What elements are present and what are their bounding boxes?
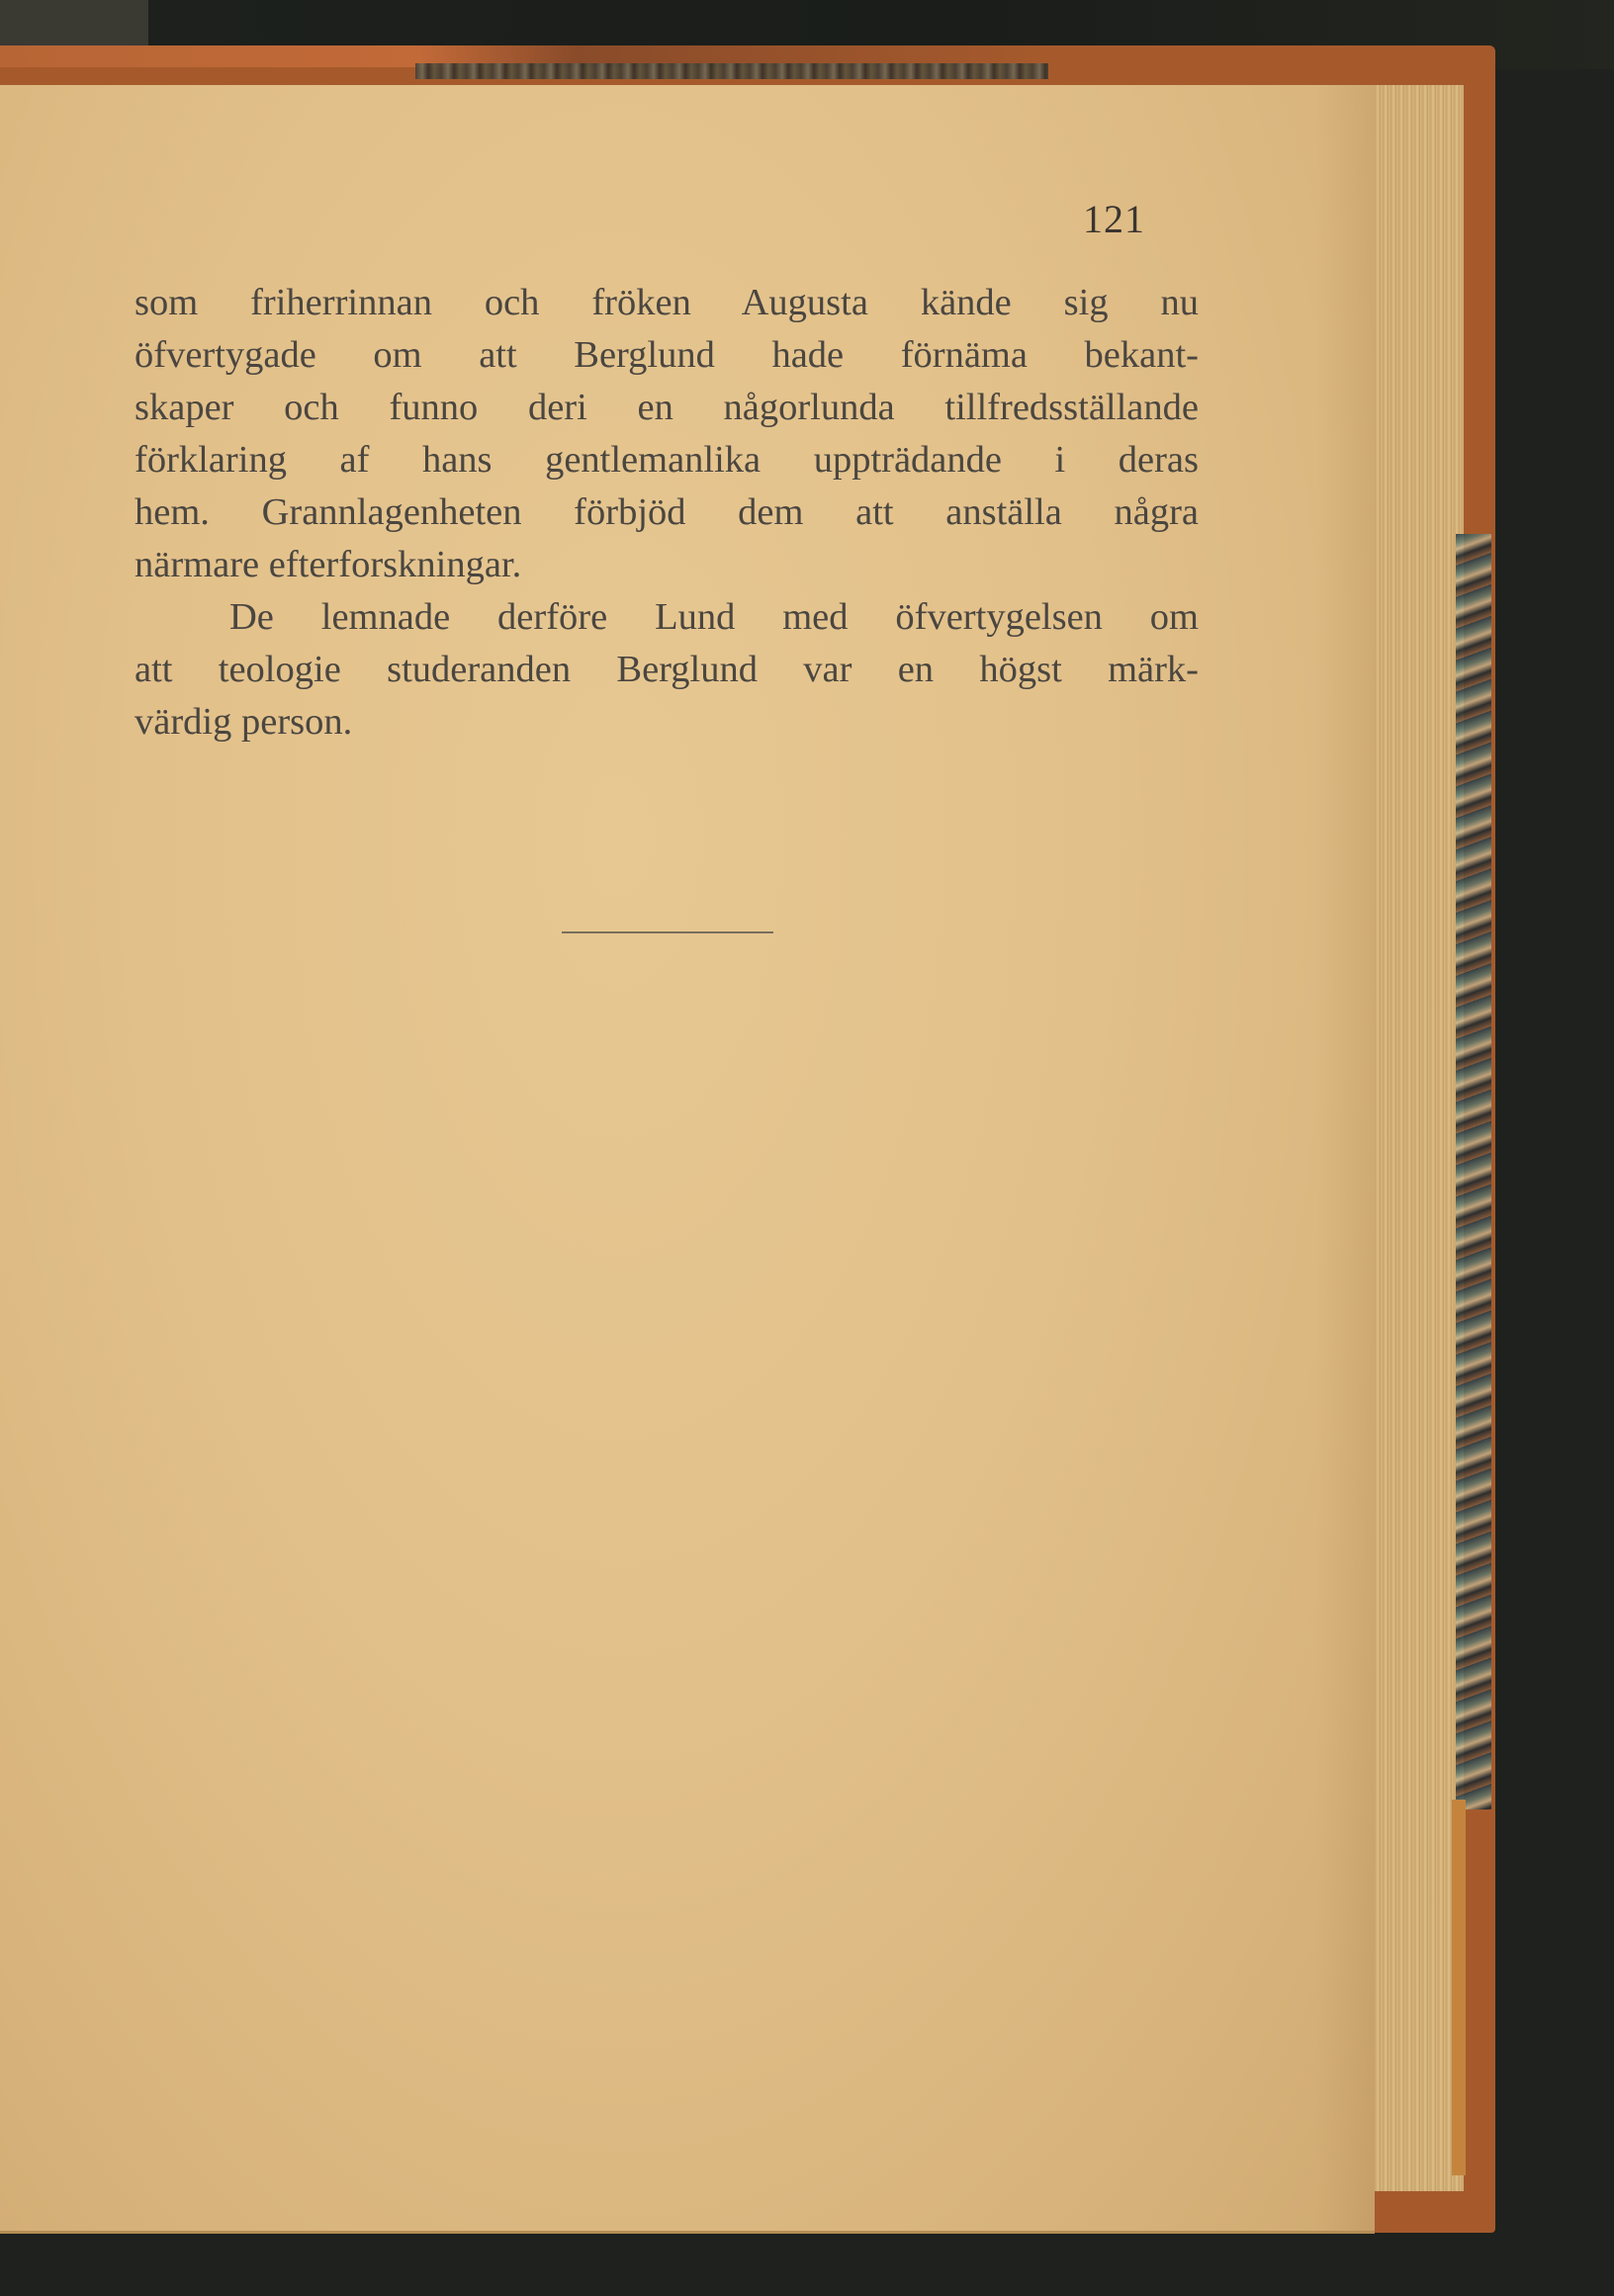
page-number: 121 [1083, 197, 1145, 241]
text-line: hem. Grannlagenheten förbjöd dem att anställa några [134, 491, 1199, 533]
text-line: skaper och funno deri en någorlunda tillfredsställande [134, 387, 1199, 428]
marbled-endpaper [1456, 534, 1491, 1810]
text-line: att teologie studeranden Berglund var en högst märk- [134, 649, 1199, 690]
section-divider [562, 931, 773, 933]
text-line: värdig person. [134, 701, 353, 743]
text-line: närmare efterforskningar. [134, 544, 522, 585]
body-text [134, 277, 1199, 749]
book-page [0, 85, 1375, 2234]
cover-inner-edge [1452, 1800, 1466, 2175]
gutter-shadow [1315, 85, 1375, 2231]
cover-marble-strip [415, 63, 1048, 79]
text-line: De lemnade derföre Lund med öfvertygelsen om [229, 596, 1199, 638]
text-line: förklaring af hans gentlemanlika uppträdande i deras [134, 439, 1199, 481]
text-line: öfvertygade om att Berglund hade förnäma bekant- [134, 334, 1199, 376]
text-line: som friherrinnan och fröken Augusta kände sig nu [134, 282, 1199, 323]
